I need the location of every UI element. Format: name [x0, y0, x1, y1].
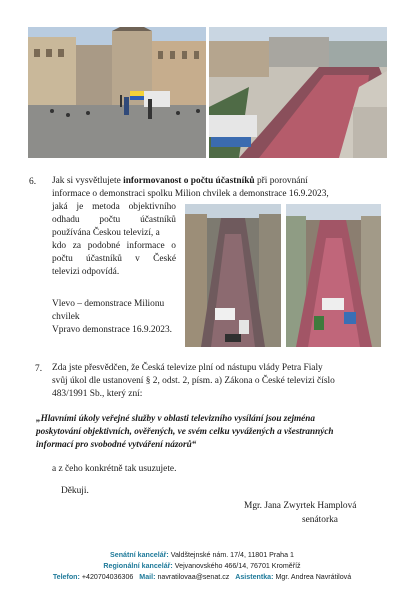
item-6-line-2: informace o demonstraci spolku Milion chvilek a demonstrace 16.9.2023,: [52, 189, 329, 199]
item-6-line-3: jaká je metoda objektivního: [52, 202, 176, 212]
footer-assistant-label: Asistentka:: [235, 573, 274, 581]
item-6-number: 6.: [29, 177, 37, 187]
photo-demonstration-16-9-2023: [286, 204, 381, 347]
footer-phone-label: Telefon:: [52, 573, 80, 581]
footer-regional-value: Vejvanovského 466/14, 76701 Kroměříž: [174, 562, 301, 570]
item-7-line-1: Zda jste přesvědčen, že Česká televize plní od nástupu vlády Petra Fialy: [52, 363, 323, 373]
footer-mail-label: Mail:: [139, 573, 156, 581]
item-6-line-1-post: při porovnání: [254, 176, 308, 186]
signature-name: Mgr. Jana Zwyrtek Hamplová: [244, 501, 357, 511]
photo-old-town-square: [28, 27, 206, 158]
item-6-line-5: používána Českou televizí, a: [52, 228, 160, 238]
item-6-line-4: odhadu počtu účastníků: [52, 215, 176, 225]
footer-senate-label: Senátní kancelář:: [110, 551, 169, 559]
item-7-number: 7.: [35, 364, 43, 374]
footer-assistant-value: Mgr. Andrea Navrátilová: [275, 573, 352, 581]
footer-phone-value: +420704036306: [81, 573, 134, 581]
item-6-line-1-bold: informovanost o počtu účastníků: [123, 176, 255, 186]
item-6-line-1-pre: Jak si vysvětlujete: [52, 176, 124, 186]
caption-line-2: chvilek: [52, 312, 80, 322]
caption-line-1: Vlevo – demonstrace Milionu: [52, 299, 165, 309]
footer-regional-label: Regionální kancelář:: [103, 562, 173, 570]
footer-line-1: [0, 550, 404, 561]
item-6-line-6: kdo za podobné informace o: [52, 241, 176, 251]
quote-line-2: poskytování objektivních, ověřených, ve svém celku vyvážených a všestranných: [36, 426, 334, 436]
footer-line-2: [0, 561, 404, 572]
item-7-after: a z čeho konkrétně tak usuzujete.: [52, 464, 177, 474]
footer-senate-value: Valdštejnské nám. 17/4, 11801 Praha 1: [170, 551, 294, 559]
quote-line-1: „Hlavními úkoly veřejné služby v oblasti televizního vysílání jsou zejména: [36, 413, 315, 423]
quote-line-3: informací pro svobodné vytváření názorů“: [36, 439, 197, 449]
photo-demonstration-milion-chvilek: [185, 204, 281, 347]
item-6-line-7: počtu účastníků v České: [52, 254, 176, 264]
item-7-line-3: 483/1991 Sb., který zní:: [52, 389, 143, 399]
signature-title: senátorka: [302, 515, 338, 525]
thanks: Děkuji.: [61, 486, 89, 496]
footer-line-3: [0, 572, 404, 583]
photo-aerial-crowd-top: [209, 27, 387, 158]
item-6-line-1: [52, 175, 388, 188]
item-6-line-8: televizi odpovídá.: [52, 267, 120, 277]
footer-mail-value[interactable]: navratilovaa@senat.cz: [157, 573, 230, 581]
item-7-line-2: svůj úkol dle ustanovení § 2, odst. 2, písm. a) Zákona o České televizi číslo: [52, 376, 335, 386]
caption-line-3: Vpravo demonstrace 16.9.2023.: [52, 325, 173, 335]
